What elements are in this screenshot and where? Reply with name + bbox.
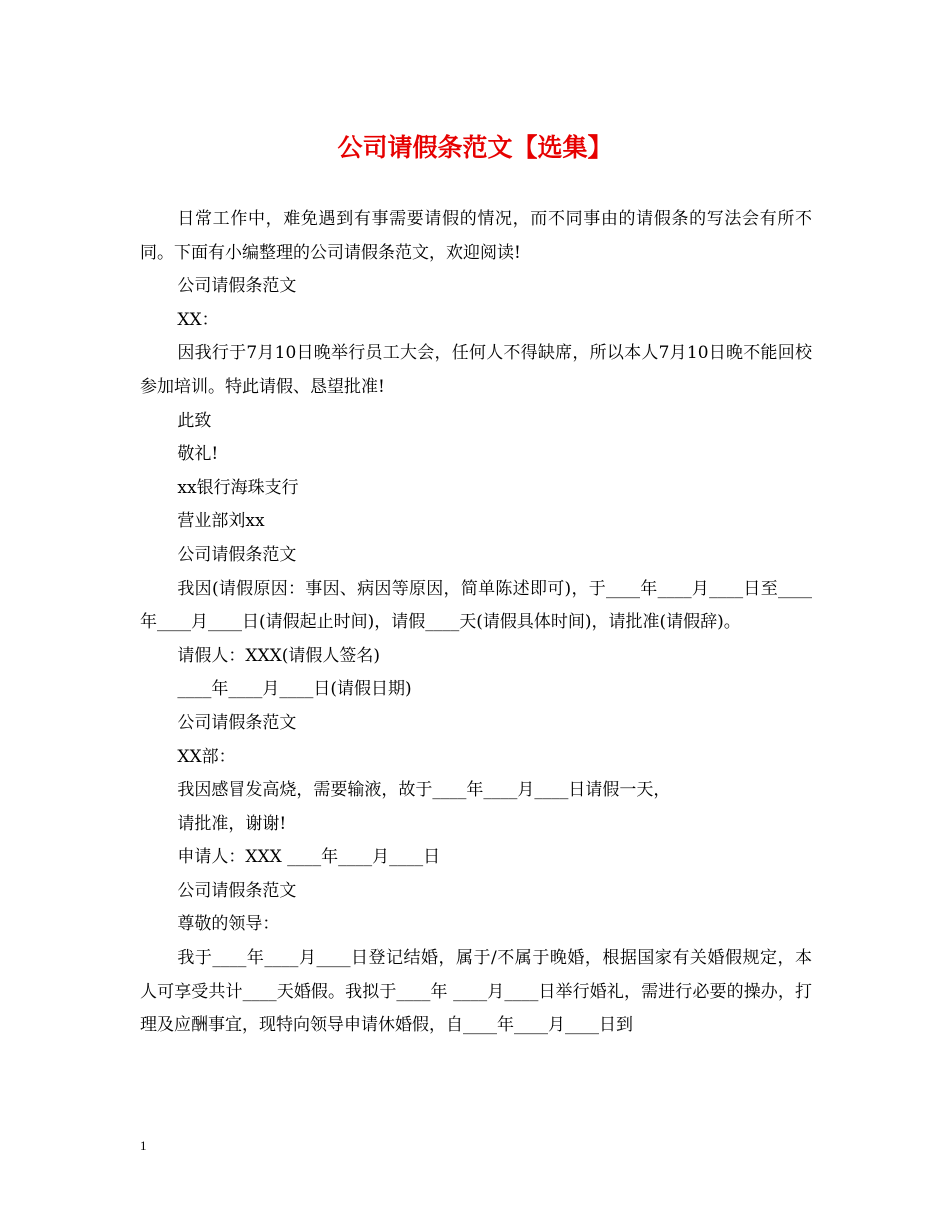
salutation: XX： xyxy=(177,309,219,330)
salutation: XX部： xyxy=(177,746,236,767)
body-paragraph: 我因(请假原因：事因、病因等原因，简单陈述即可)，于____年____月____日至____年____月____日(请假起止时间)，请假____天(请假具体时间)，请批准(请假辞)。 xyxy=(140,578,812,633)
salutation: 尊敬的领导： xyxy=(177,914,280,935)
section-heading: 公司请假条范文 xyxy=(177,544,297,565)
section-heading: 公司请假条范文 xyxy=(177,712,297,733)
signature-line: 请假人：XXX(请假人签名) xyxy=(177,645,380,666)
body-paragraph: 请批准，谢谢! xyxy=(177,813,287,834)
page-number: 1 xyxy=(140,1138,147,1153)
date-line: ____年____月____日(请假日期) xyxy=(177,679,412,700)
closing-line: 敬礼! xyxy=(177,444,219,465)
signature-line: 营业部刘xx xyxy=(177,511,265,532)
signature-line: xx银行海珠支行 xyxy=(177,477,299,498)
section-heading: 公司请假条范文 xyxy=(177,880,297,901)
body-paragraph: 因我行于7月10日晚举行员工大会，任何人不得缺席，所以本人7月10日晚不能回校参加培训。特此请假、恳望批准! xyxy=(140,343,812,397)
closing-line: 此致 xyxy=(177,410,212,431)
intro-paragraph: 日常工作中，难免遇到有事需要请假的情况，而不同事由的请假条的写法会有所不同。下面有小编整理的公司请假条范文，欢迎阅读! xyxy=(140,209,812,263)
page-title: 公司请假条范文【选集】 xyxy=(337,133,613,162)
body-paragraph: 我于____年____月____日登记结婚，属于/不属于晚婚，根据国家有关婚假规定，本人可享受共计____天婚假。我拟于____年 ____月____日举行婚礼，需进行必要的操办，打理及应酬事宜，现特向领导申请休婚假，自____年____月____日到 xyxy=(140,948,812,1036)
signature-line: 申请人：XXX ____年____月____日 xyxy=(177,847,441,868)
section-heading: 公司请假条范文 xyxy=(177,276,297,297)
body-paragraph: 我因感冒发高烧，需要输液，故于____年____月____日请假一天， xyxy=(177,780,671,801)
document-body xyxy=(140,203,812,1043)
